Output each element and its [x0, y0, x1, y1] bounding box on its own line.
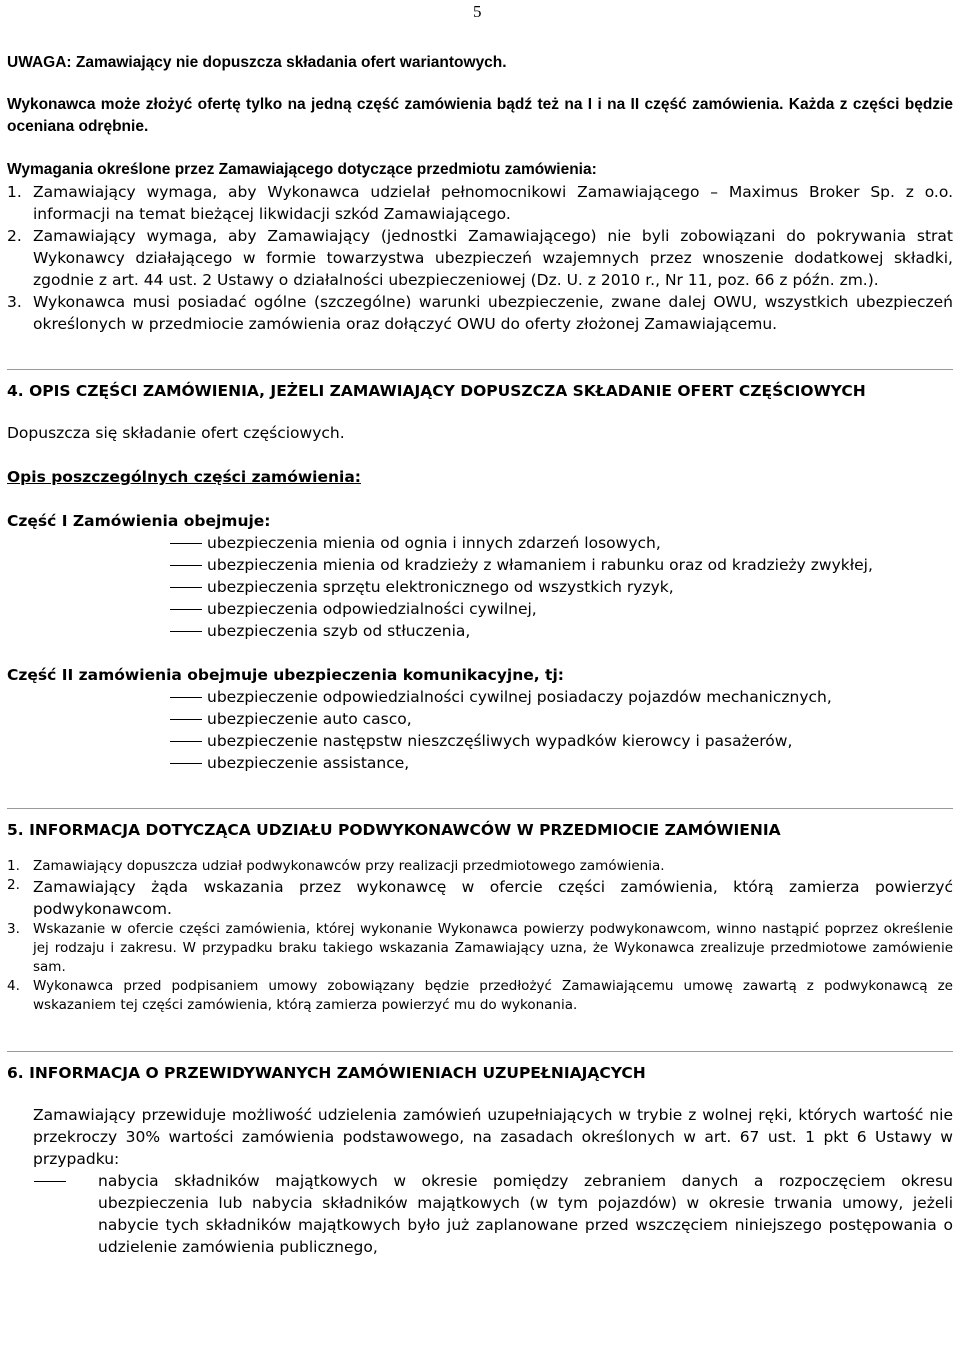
- list-item-text: ubezpieczenia odpowiedzialności cywilnej,: [207, 600, 537, 618]
- dash-bullet: [170, 587, 202, 588]
- list-item-text: ubezpieczenia sprzętu elektronicznego od wszystkich ryzyk,: [207, 578, 674, 596]
- list-item-text: ubezpieczenia mienia od kradzieży z włamaniem i rabunku oraz od kradzieży zwykłej,: [207, 556, 873, 574]
- dash-bullet: [170, 719, 202, 720]
- list-item-text: ubezpieczenie assistance,: [207, 754, 410, 772]
- requirement-item: [7, 181, 953, 225]
- requirements-heading: Wymagania określone przez Zamawiającego dotyczące przedmiotu zamówienia:: [7, 161, 597, 178]
- section6-intro: Zamawiający przewiduje możliwość udzielenia zamówień uzupełniających w trybie z wolnej ręki, których wartość nie przekroczy 30% wartości zamówienia podstawowego, na zasadach określonych w art. 67 ust. 1 pkt 6 Ustawy w przypadku:: [33, 1106, 953, 1168]
- section4-subheading: Opis poszczególnych części zamówienia:: [7, 468, 362, 486]
- item-number: 1.: [7, 858, 20, 874]
- list-item: [7, 598, 953, 620]
- requirement-text: Zamawiający wymaga, aby Zamawiający (jednostki Zamawiającego) nie byli zobowiązani do pokrywania strat Wykonawcy działającego w formie towarzystwa ubezpieczeń wzajemnych przez wnoszenie dodatkowej składki, zgodnie z art. 44 ust. 2 Ustawy o działalności ubezpieczeniowej (Dz. U. z 2010 r., Nr 11, poz. 66 z późn. zm.).: [33, 227, 953, 289]
- subcontractor-item: [7, 857, 953, 876]
- uwaga-note: UWAGA: Zamawiający nie dopuszcza składania ofert wariantowych.: [7, 54, 507, 71]
- item-text: Zamawiający dopuszcza udział podwykonawców przy realizacji przedmiotowego zamówienia.: [33, 858, 665, 874]
- section6-heading: 6. INFORMACJA O PRZEWIDYWANYCH ZAMÓWIENIACH UZUPEŁNIAJĄCYCH: [7, 1051, 953, 1084]
- section5-list: [7, 857, 953, 1015]
- item-text: Zamawiający żąda wskazania przez wykonawcę w ofercie części zamówienia, którą zamierza powierzyć podwykonawcom.: [33, 878, 953, 918]
- list-item-text: nabycia składników majątkowych w okresie pomiędzy zebraniem danych a rozpoczęciem okresu ubezpieczenia lub nabycia składników majątkowych (w tym pojazdów) w okresie trwania umowy, jeżeli nabycie tych składników majątkowych było już zaplanowane przed wszczęciem niniejszego postępowania o udzielenie zamówienia publicznego,: [98, 1172, 953, 1256]
- section4-intro: Dopuszcza się składanie ofert częściowych.: [7, 424, 345, 442]
- item-number: 4.: [7, 978, 20, 994]
- requirement-number: 1.: [7, 183, 22, 201]
- page-number: 5: [473, 2, 482, 21]
- list-item-text: ubezpieczenie auto casco,: [207, 710, 412, 728]
- dash-bullet: [170, 741, 202, 742]
- requirement-item: [7, 291, 953, 335]
- requirement-number: 3.: [7, 293, 22, 311]
- requirements-list: [7, 181, 953, 335]
- dash-bullet: [170, 763, 202, 764]
- item-number: 3.: [7, 921, 20, 937]
- dash-bullet: [170, 609, 202, 610]
- requirement-text: Wykonawca musi posiadać ogólne (szczególne) warunki ubezpieczenie, zwane dalej OWU, wszystkich ubezpieczeń określonych w przedmiocie zamówienia oraz dołączyć OWU do oferty złożonej Zamawiającemu.: [33, 293, 953, 333]
- list-item: [7, 686, 953, 708]
- section4-heading: 4. OPIS CZĘŚCI ZAMÓWIENIA, JEŻELI ZAMAWIAJĄCY DOPUSZCZA SKŁADANIE OFERT CZĘŚCIOWYCH: [7, 369, 953, 402]
- subcontractor-item: [7, 977, 953, 1015]
- part2-heading: Część II zamówienia obejmuje ubezpieczenia komunikacyjne, tj:: [7, 666, 564, 684]
- list-item: [7, 576, 953, 598]
- list-item-text: ubezpieczenia mienia od ognia i innych zdarzeń losowych,: [207, 534, 661, 552]
- list-item: [7, 554, 953, 576]
- dash-bullet: [170, 631, 202, 632]
- list-item: [7, 620, 953, 642]
- dash-bullet: [170, 565, 202, 566]
- dash-bullet: [170, 543, 202, 544]
- list-item: [7, 730, 953, 752]
- item-number: 2.: [7, 877, 20, 893]
- list-item-text: ubezpieczenia szyb od stłuczenia,: [207, 622, 471, 640]
- requirement-number: 2.: [7, 227, 22, 245]
- subcontractor-item: [7, 920, 953, 977]
- dash-bullet: [170, 697, 202, 698]
- part1-list: [7, 532, 953, 642]
- document-body: [7, 52, 953, 1258]
- list-item: [7, 532, 953, 554]
- list-item: [7, 708, 953, 730]
- requirement-item: [7, 225, 953, 291]
- item-text: Wskazanie w ofercie części zamówienia, której wykonanie Wykonawca powierzy podwykonawcom, winno nastąpić poprzez określenie jej rodzaju i zakresu. W przypadku braku takiego wskazania Zamawiający uzna, że Wykonawca zrealizuje przedmiotowe zamówienie sam.: [33, 921, 953, 975]
- wykonawca-note: Wykonawca może złożyć ofertę tylko na jedną część zamówienia bądź też na I i na II część zamówienia. Każda z części będzie oceniana odrębnie.: [7, 96, 953, 135]
- list-item-text: ubezpieczenie odpowiedzialności cywilnej posiadaczy pojazdów mechanicznych,: [207, 688, 832, 706]
- section5-heading: 5. INFORMACJA DOTYCZĄCA UDZIAŁU PODWYKONAWCÓW W PRZEDMIOCIE ZAMÓWIENIA: [7, 808, 953, 841]
- part2-list: [7, 686, 953, 774]
- section6-list: [7, 1170, 953, 1258]
- list-item: [7, 1170, 953, 1258]
- requirement-text: Zamawiający wymaga, aby Wykonawca udzielał pełnomocnikowi Zamawiającego – Maximus Broker Sp. z o.o. informacji na temat bieżącej likwidacji szkód Zamawiającego.: [33, 183, 953, 223]
- list-item-text: ubezpieczenie następstw nieszczęśliwych wypadków kierowcy i pasażerów,: [207, 732, 793, 750]
- dash-bullet: [34, 1181, 66, 1182]
- list-item: [7, 752, 953, 774]
- part1-heading: Część I Zamówienia obejmuje:: [7, 512, 271, 530]
- item-text: Wykonawca przed podpisaniem umowy zobowiązany będzie przedłożyć Zamawiającemu umowę zawartą z podwykonawcą ze wskazaniem tej części zamówienia, którą zamierza powierzyć mu do wykonania.: [33, 978, 953, 1013]
- subcontractor-item: [7, 876, 953, 920]
